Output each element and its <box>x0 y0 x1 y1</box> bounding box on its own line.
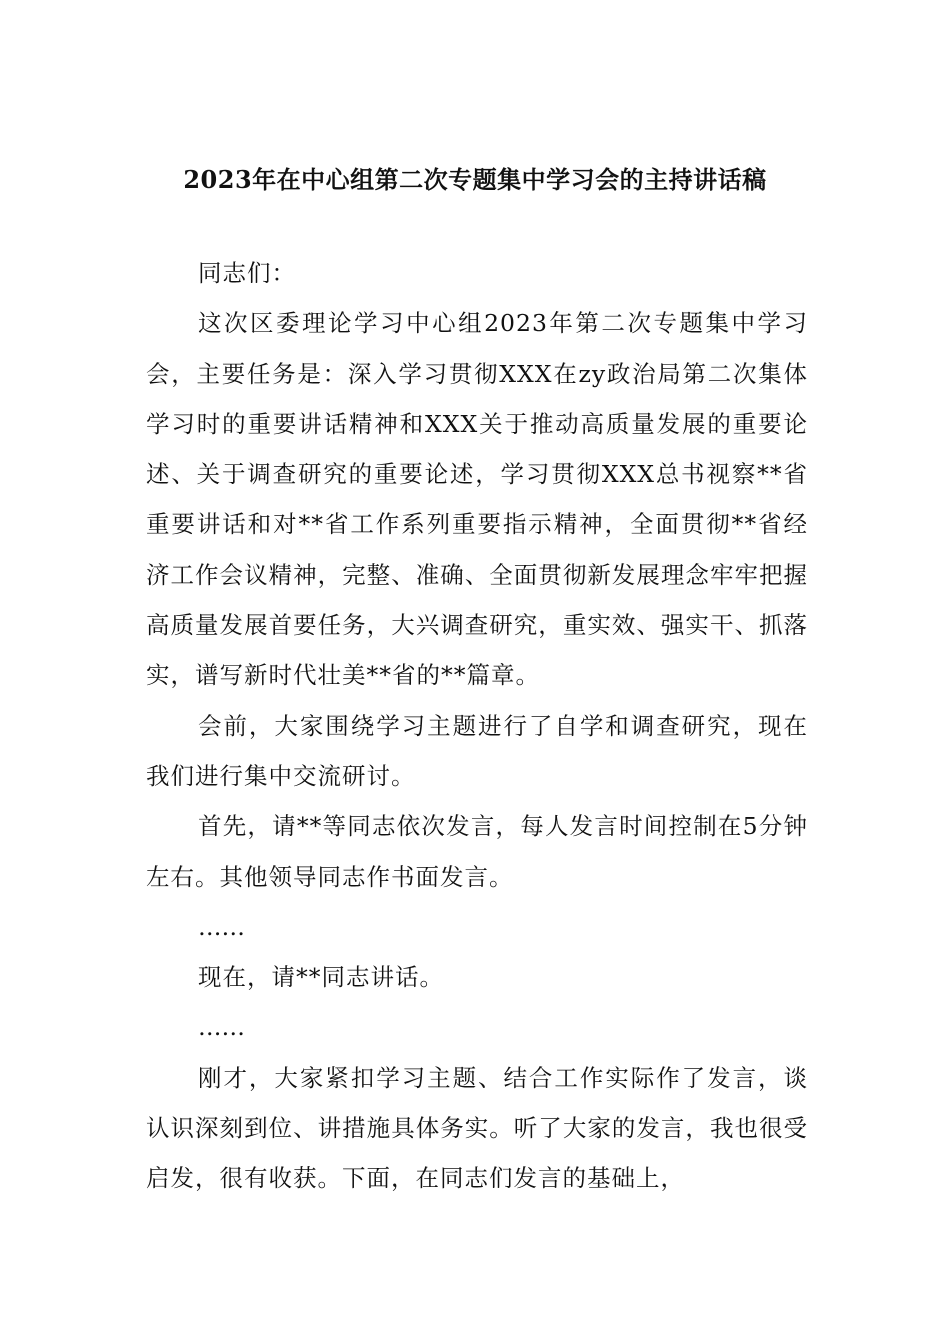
body-paragraph: 会前，大家围绕学习主题进行了自学和调查研究，现在我们进行集中交流研讨。 <box>146 711 808 790</box>
salutation-paragraph: 同志们： <box>198 259 296 287</box>
document-title: 2023年在中心组第二次专题集中学习会的主持讲话稿 <box>183 165 767 194</box>
ellipsis-paragraph: …… <box>198 1013 245 1042</box>
body-paragraph: 现在，请**同志讲话。 <box>198 963 444 992</box>
body-paragraph: 首先，请**等同志依次发言，每人发言时间控制在5分钟左右。其他领导同志作书面发言。 <box>146 812 808 891</box>
document-body <box>146 248 808 1204</box>
ellipsis-paragraph: …… <box>198 912 245 941</box>
body-paragraph: 刚才，大家紧扣学习主题、结合工作实际作了发言，谈认识深刻到位、讲措施具体务实。听了大家的发言，我也很受启发，很有收获。下面，在同志们发言的基础上， <box>146 1063 808 1193</box>
body-paragraph: 这次区委理论学习中心组2023年第二次专题集中学习会，主要任务是：深入学习贯彻XXX在zy政治局第二次集体学习时的重要讲话精神和XXX关于推动高质量发展的重要论述、关于调查研究的重要论述，学习贯彻XXX总书视察**省重要讲话和对**省工作系列重要指示精神，全面贯彻**省经济工作会议精神，完整、准确、全面贯彻新发展理念牢牢把握高质量发展首要任务，大兴调查研究，重实效、强实干、抓落实，谱写新时代壮美**省的**篇章。 <box>146 309 808 690</box>
